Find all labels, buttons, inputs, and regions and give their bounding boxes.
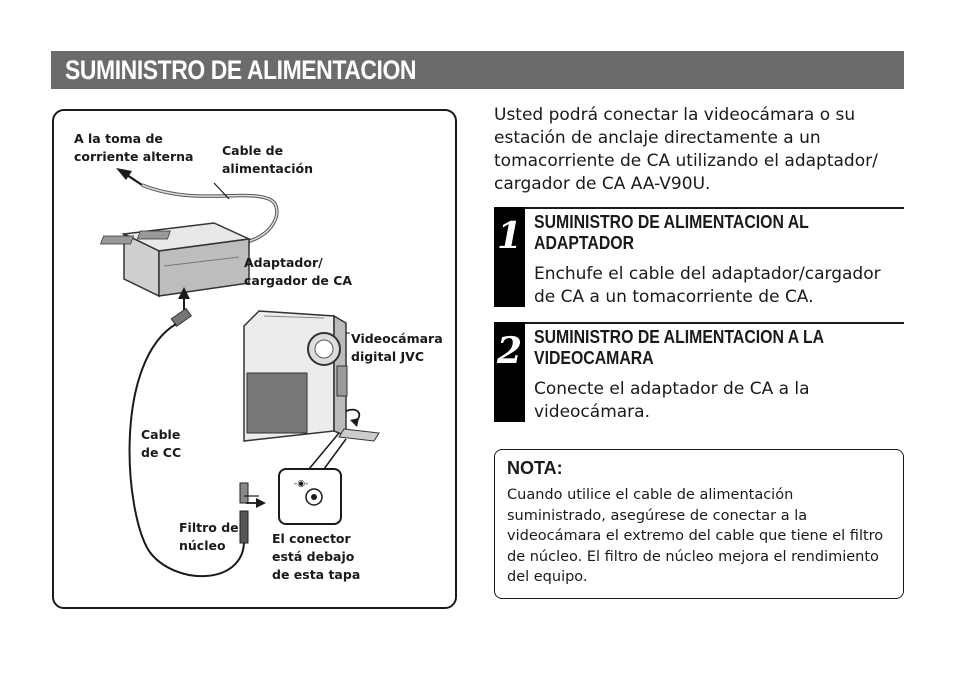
label-connector: El conector está debajo de esta tapa (272, 531, 361, 582)
step-body: Enchufe el cable del adaptador/cargador de CA a un tomacorriente de CA. (534, 264, 881, 307)
step-heading: SUMINISTRO DE ALIMENTACION A LA VIDEOCAMARA (534, 327, 824, 368)
title-bar (51, 51, 904, 89)
note-title: NOTA: (507, 458, 563, 478)
step-2 (494, 322, 904, 422)
dc-symbol-icon: -◉- (294, 479, 309, 489)
label-adapter: Adaptador/ cargador de CA (244, 255, 353, 288)
adapter-charger (101, 223, 249, 296)
core-filter (240, 511, 248, 543)
step-number: 2 (494, 322, 525, 422)
label-core-filter: Filtro de núcleo (179, 520, 239, 553)
rotate-arrow-icon (346, 410, 359, 427)
step-body: Conecte el adaptador de CA a la videocámara. (534, 379, 810, 422)
label-power-cable: Cable de alimentación (222, 143, 313, 176)
note-box (494, 449, 904, 599)
step-divider (525, 322, 904, 324)
connector-arrow-icon (246, 498, 266, 508)
step-number: 1 (494, 207, 525, 307)
label-dc-cable: Cable de CC (141, 427, 182, 460)
step-divider (525, 207, 904, 209)
note-text: Cuando utilice el cable de alimentación suministrado, asegúrese de conectar a la videocámara el extremo del cable que tiene el filtro de núcleo. El filtro de núcleo mejora el rendimiento del equipo. (507, 487, 884, 585)
connection-figure (52, 109, 457, 609)
page-title: SUMINISTRO DE ALIMENTACION (65, 54, 417, 85)
label-camcorder: Videocámara digital JVC (351, 331, 443, 364)
camcorder (244, 311, 347, 441)
step-heading: SUMINISTRO DE ALIMENTACION AL ADAPTADOR (534, 212, 809, 253)
outlet-arrow-icon (116, 168, 142, 185)
label-outlet: A la toma de corriente alterna (74, 131, 194, 164)
intro-text: Usted podrá conectar la videocámara o su estación de anclaje directamente a un tomacorriente de CA utilizando el adaptador/ cargador de CA AA-V90U. (494, 105, 878, 194)
step-1 (494, 207, 904, 307)
